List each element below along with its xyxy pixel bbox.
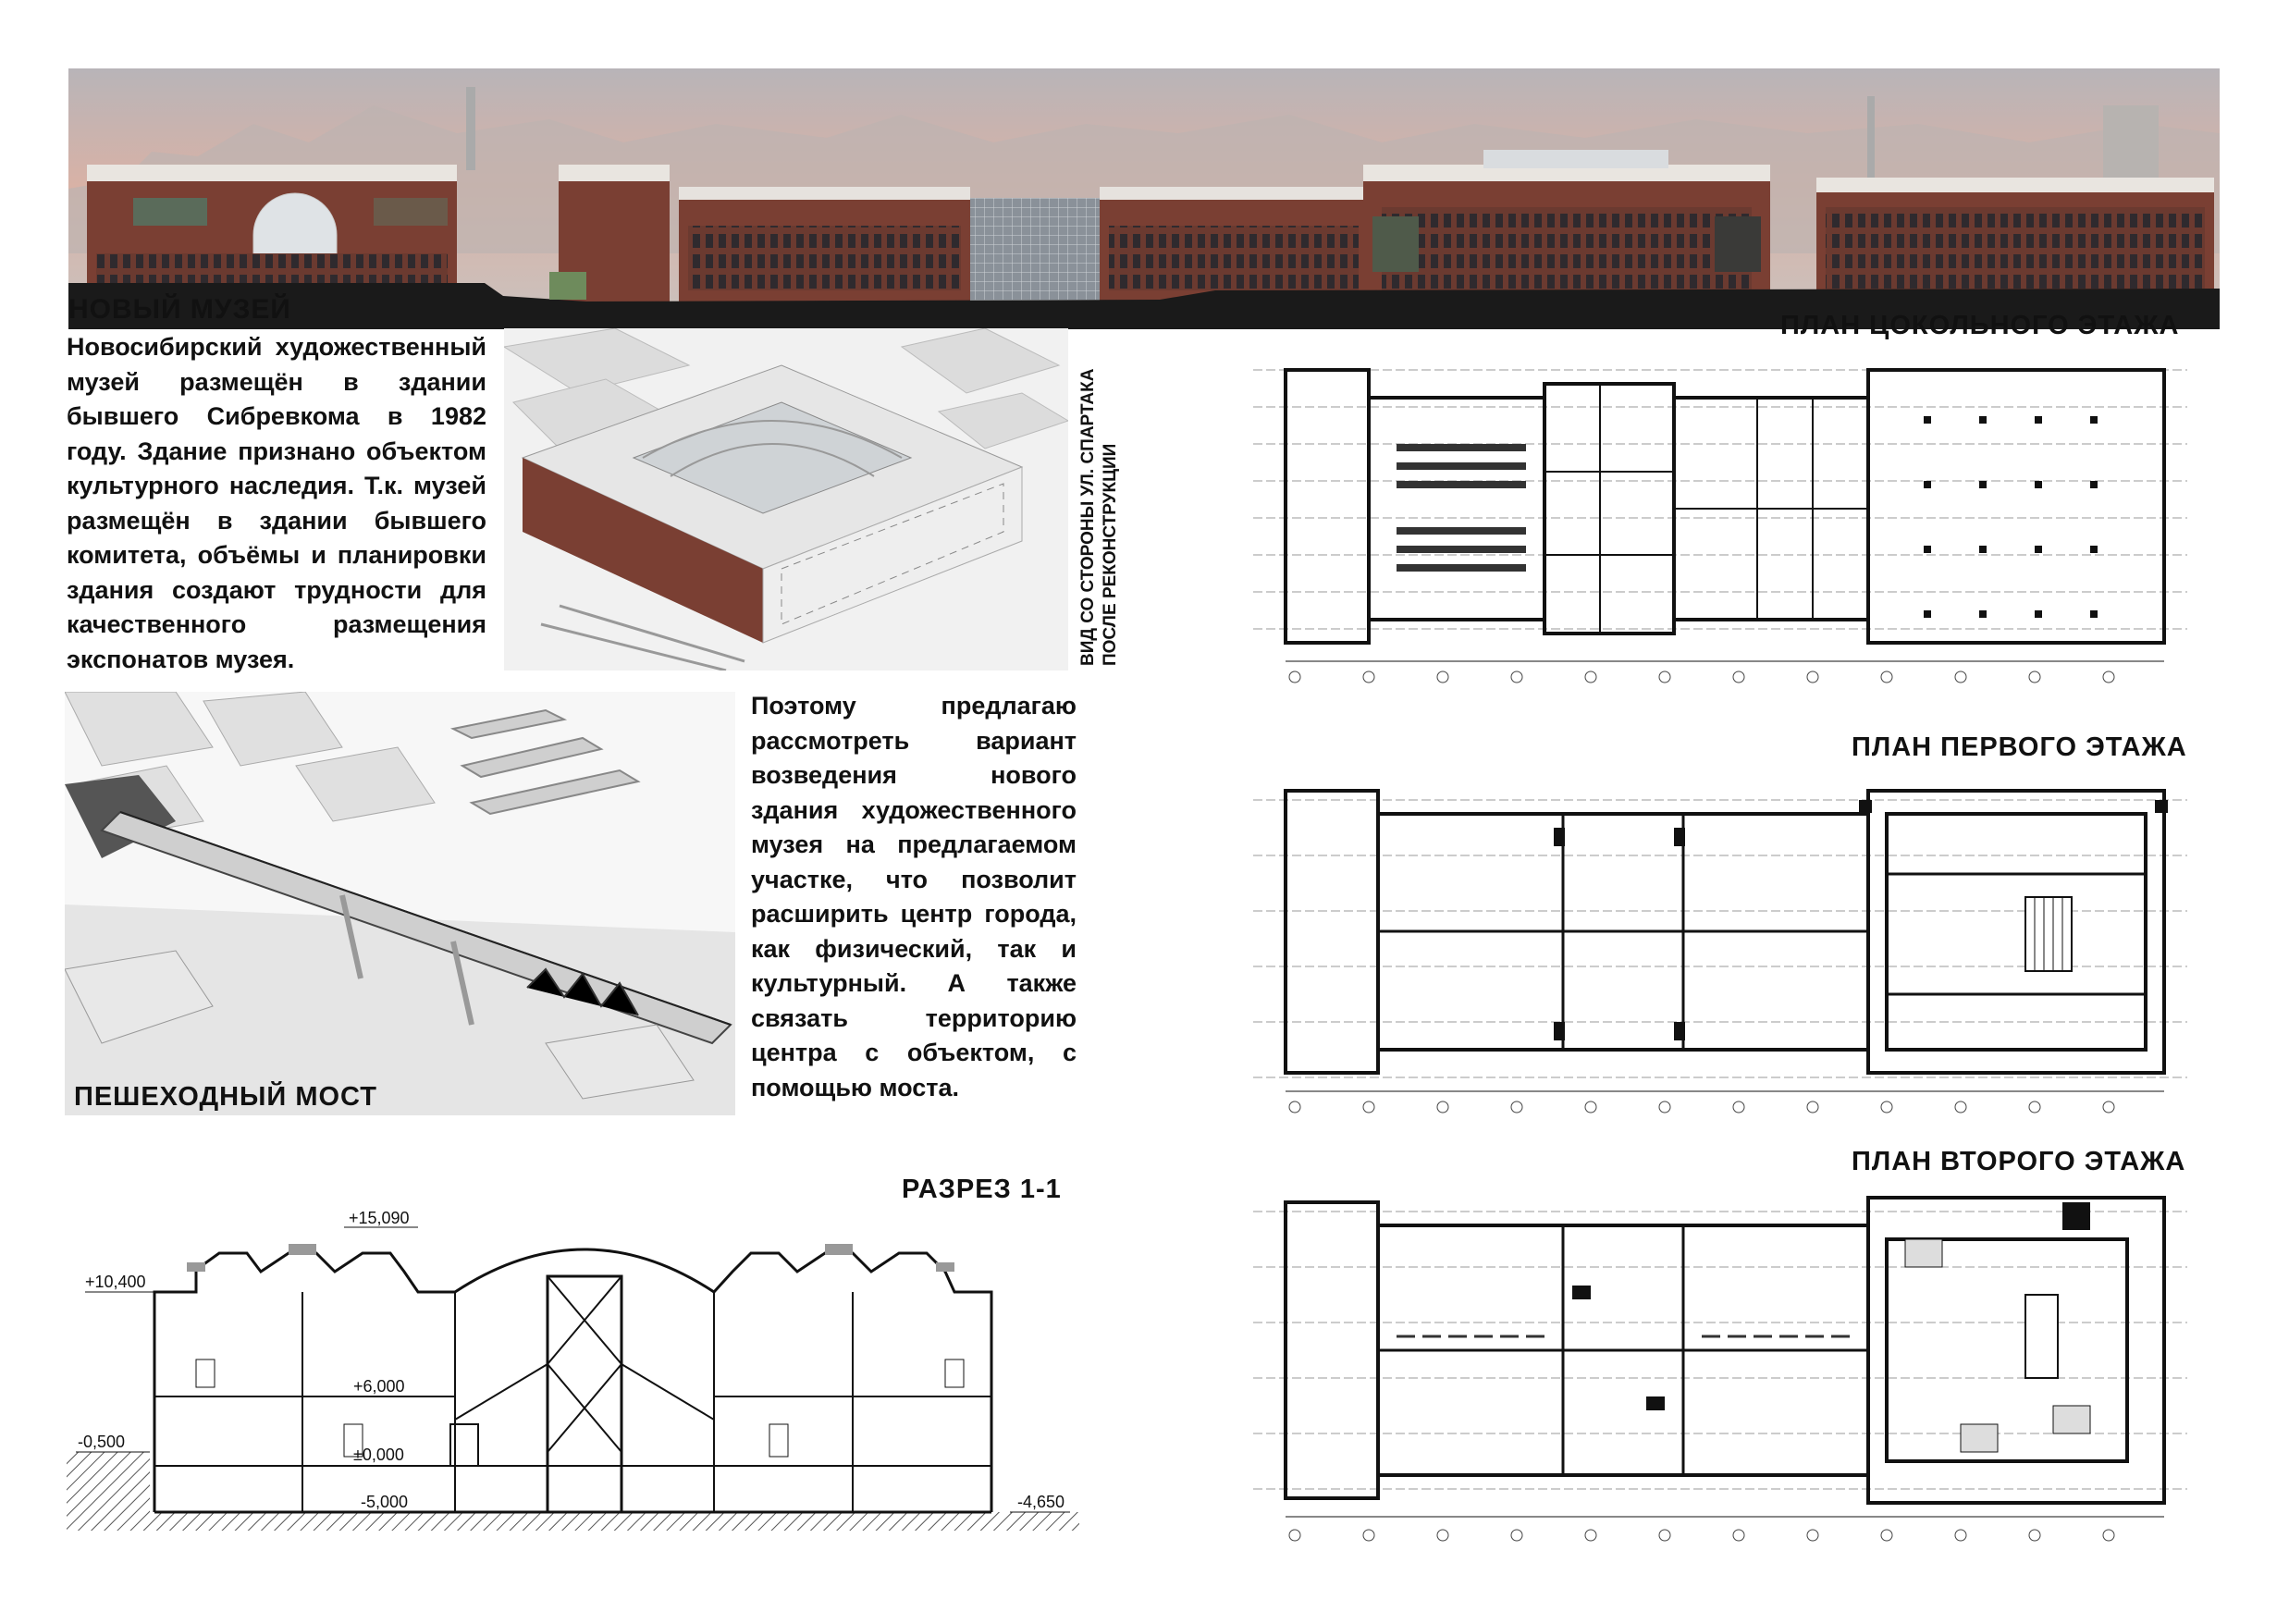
- elev-second-floor: +6,000: [353, 1377, 405, 1396]
- plan-second-title: ПЛАН ВТОРОГО ЭТАЖА: [1852, 1147, 2186, 1176]
- proposal-paragraph: Поэтому предлагаю рассмотреть вариант возведения нового здания художественного музея на предлагаемом участке, что позволит расширить центр города, как физический, так и культурный. А также связать территорию центра с объектом, с помощью моста.: [751, 692, 1077, 1101]
- elev-outside-right: -4,650: [1017, 1493, 1065, 1511]
- new-museum-title: НОВЫЙ МУЗЕЙ: [68, 294, 291, 325]
- plan-first-title: ПЛАН ПЕРВОГО ЭТАЖА: [1852, 732, 2187, 762]
- intro-paragraph: Новосибирский художественный музей размещён в здании бывшего Сибревкома в 1982 году. Здание признано объектом культурного наследия. Т.к. музей размещён в здании бывшего комитета, объёмы и планировки здания создают трудности для качественного размещения экспонатов музея.: [67, 333, 486, 673]
- elev-basement: -5,000: [361, 1493, 409, 1511]
- view-caption-line1: ВИД СО СТОРОНЫ УЛ. СПАРТАКА: [1078, 368, 1098, 666]
- section-title: РАЗРЕЗ 1-1: [902, 1175, 1062, 1204]
- plan-basement-drawing: [1239, 342, 2201, 689]
- plan-first-drawing: [1239, 772, 2201, 1119]
- bridge-perspective-image: [65, 692, 735, 1115]
- elev-cornice: +10,400: [85, 1273, 146, 1291]
- view-caption-line2: ПОСЛЕ РЕКОНСТРУКЦИИ: [1101, 443, 1120, 666]
- view-caption: [1071, 333, 1126, 671]
- elev-outside-left: -0,500: [78, 1433, 126, 1451]
- plan-basement-title: ПЛАН ЦОКОЛЬНОГО ЭТАЖА: [1780, 311, 2180, 340]
- elev-ground: ±0,000: [353, 1446, 404, 1464]
- street-elevation-panorama: [68, 68, 2220, 329]
- section-drawing: [67, 1188, 1079, 1535]
- elev-top: +15,090: [349, 1209, 410, 1227]
- plan-second-drawing: [1239, 1184, 2201, 1554]
- aerial-view-image: [504, 328, 1068, 671]
- bridge-title: ПЕШЕХОДНЫЙ МОСТ: [74, 1082, 377, 1112]
